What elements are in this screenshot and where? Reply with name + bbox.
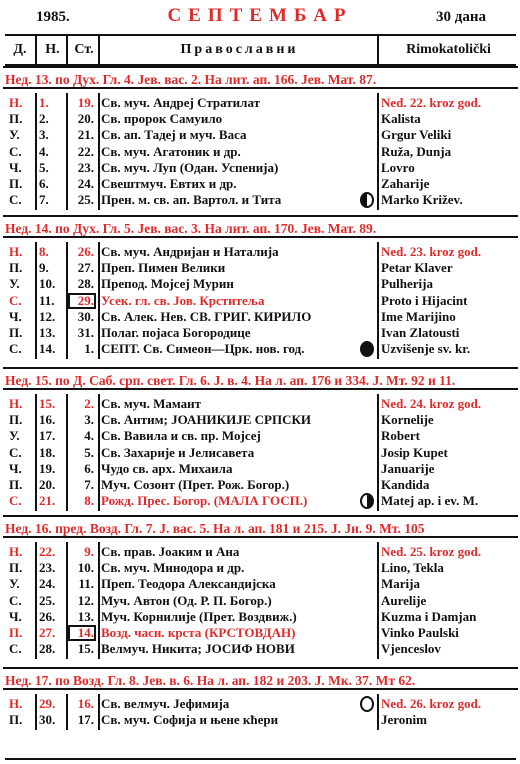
day-name: С. (9, 192, 22, 208)
new-date: 17. (39, 428, 56, 444)
day-name: П. (9, 412, 23, 428)
old-date: 14. (68, 625, 96, 641)
day-row (5, 309, 516, 325)
day-name: С. (9, 444, 22, 460)
moon-phase-icon (360, 493, 374, 509)
old-date: 5. (84, 444, 94, 460)
new-date: 13. (39, 324, 56, 340)
new-date: 8. (39, 244, 49, 259)
day-row (5, 696, 516, 712)
week-heading: Нед. 13. по Дух. Гл. 4. Јев. вас. 2. На лит. ап. 166. Јев. Мат. 87. (3, 66, 518, 89)
old-date: 2. (84, 396, 94, 411)
day-name: С. (9, 592, 22, 608)
orthodox-feast: Полаг. појаса Богородице (101, 324, 251, 340)
orthodox-feast: СЕПТ. Св. Симеон—Црк. нов. год. (101, 341, 305, 357)
day-name: П. (9, 175, 23, 191)
day-name: П. (9, 111, 23, 127)
day-name: С. (9, 641, 22, 657)
days-count: 30 дана (436, 9, 486, 25)
orthodox-feast: Возд. часн. крста (КРСТОВДАН) (101, 624, 296, 640)
day-row (5, 160, 516, 176)
week-block (5, 242, 516, 359)
catholic-feast: Jeronim (381, 712, 427, 728)
orthodox-feast: Велмуч. Никита; ЈОСИФ НОВИ (101, 641, 295, 657)
day-row (5, 544, 516, 560)
day-row (5, 712, 516, 728)
day-name: П. (9, 324, 23, 340)
catholic-feast: Kalista (381, 111, 421, 127)
catholic-feast: Januarije (381, 460, 435, 476)
day-row (5, 144, 516, 160)
day-row (5, 477, 516, 493)
day-row (5, 341, 516, 357)
day-row (5, 325, 516, 341)
new-date: 18. (39, 444, 56, 460)
orthodox-feast: Св. муч. Минодора и др. (101, 560, 245, 576)
orthodox-feast: Св. муч. Луп (Одан. Успенија) (101, 159, 279, 175)
col-old: Ст. (66, 36, 100, 64)
orthodox-feast: Муч. Корнилије (Прет. Воздвиж.) (101, 608, 297, 624)
new-date: 29. (39, 696, 56, 711)
day-name: У. (9, 276, 20, 292)
new-date: 12. (39, 308, 56, 324)
moon-phase-icon (360, 192, 374, 208)
new-date: 4. (39, 143, 49, 159)
new-date: 6. (39, 175, 49, 191)
week-block (5, 694, 516, 730)
orthodox-feast: Св. муч. Мамант (101, 396, 202, 411)
new-date: 30. (39, 712, 56, 728)
catholic-feast: Pulherija (381, 276, 433, 292)
orthodox-feast: Св. муч. Андријан и Наталија (101, 244, 279, 259)
orthodox-feast: Св. муч. Агатоник и др. (101, 143, 241, 159)
old-date: 9. (84, 544, 94, 559)
day-row (5, 609, 516, 625)
new-date: 20. (39, 476, 56, 492)
orthodox-feast: Муч. Созонт (Прет. Рож. Богор.) (101, 476, 290, 492)
day-row (5, 641, 516, 657)
old-date: 27. (77, 260, 94, 276)
day-row (5, 95, 516, 111)
new-date: 5. (39, 159, 49, 175)
new-date: 15. (39, 396, 56, 411)
day-row (5, 260, 516, 276)
old-date: 16. (77, 696, 94, 711)
day-name: С. (9, 493, 22, 509)
orthodox-feast: Св. Захарије и Јелисавета (101, 444, 255, 460)
catholic-feast: Petar Klaver (381, 260, 453, 276)
col-catholic: Rimokatolički (377, 36, 518, 64)
day-row (5, 428, 516, 444)
old-date: 30. (77, 308, 94, 324)
new-date: 24. (39, 576, 56, 592)
orthodox-feast: Преп. Теодора Александијска (101, 576, 276, 592)
catholic-feast: Ned. 22. kroz god. (381, 95, 482, 110)
new-date: 14. (39, 341, 56, 357)
new-date: 26. (39, 608, 56, 624)
catholic-feast: Matej ap. i ev. M. (381, 493, 479, 509)
orthodox-feast: Св. велмуч. Јефимија (101, 696, 230, 711)
orthodox-feast: Св. ап. Тадеј и муч. Васа (101, 127, 247, 143)
day-name: У. (9, 576, 20, 592)
day-row (5, 244, 516, 260)
new-date: 10. (39, 276, 56, 292)
orthodox-feast: Препод. Мојсеј Мурин (101, 276, 234, 292)
month-title: СЕПТЕМБАР (167, 5, 353, 26)
day-row (5, 445, 516, 461)
catholic-feast: Lino, Tekla (381, 560, 444, 576)
orthodox-feast: Рожд. Прес. Богор. (МАЛА ГОСП.) (101, 493, 308, 509)
day-row (5, 560, 516, 576)
new-date: 9. (39, 260, 49, 276)
orthodox-feast: Прен. м. св. ап. Вартол. и Тита (101, 192, 282, 208)
catholic-feast: Ime Marijino (381, 308, 456, 324)
orthodox-feast: Чудо св. арх. Михаила (101, 460, 233, 476)
old-date: 11. (78, 576, 94, 592)
old-date: 4. (84, 428, 94, 444)
moon-phase-icon (360, 341, 374, 357)
catholic-feast: Kornelije (381, 412, 434, 428)
orthodox-feast: Св. пророк Самуило (101, 111, 223, 127)
old-date: 26. (77, 244, 94, 259)
day-row (5, 293, 516, 309)
day-row (5, 412, 516, 428)
old-date: 21. (77, 127, 94, 143)
new-date: 23. (39, 560, 56, 576)
catholic-feast: Ned. 23. kroz god. (381, 244, 482, 259)
bottom-rule (5, 758, 516, 760)
old-date: 1. (84, 341, 94, 357)
day-name: С. (9, 341, 22, 357)
year: 1985. (36, 9, 70, 25)
orthodox-feast: Преп. Пимен Велики (101, 260, 226, 276)
week-heading: Нед. 14. по Дух. Гл. 5. Јев. вас. 3. На лит. ап. 170. Јев. Мат. 89. (3, 215, 518, 238)
old-date: 24. (77, 175, 94, 191)
orthodox-feast: Св. Вавила и св. пр. Мојсеј (101, 428, 261, 444)
orthodox-feast: Свештмуч. Евтих и др. (101, 175, 237, 191)
day-name: Н. (9, 396, 23, 411)
catholic-feast: Ned. 24. kroz god. (381, 396, 482, 411)
catholic-feast: Vinko Paulski (381, 624, 459, 640)
new-date: 1. (39, 95, 49, 110)
day-name: Н. (9, 244, 23, 259)
new-date: 19. (39, 460, 56, 476)
col-orthodox: Православни (98, 36, 379, 64)
day-row (5, 593, 516, 609)
old-date: 7. (84, 476, 94, 492)
week-heading: Нед. 16. пред. Возд. Гл. 7. Ј. вас. 5. На л. ап. 181 и 215. Ј. Јн. 9. Мт. 105 (3, 515, 518, 538)
new-date: 25. (39, 592, 56, 608)
day-name: П. (9, 624, 23, 640)
day-row (5, 461, 516, 477)
orthodox-feast: Св. Антим; ЈОАНИКИЈЕ СРПСКИ (101, 412, 311, 428)
col-day: Д. (13, 42, 27, 57)
old-date: 17. (77, 712, 94, 728)
day-name: Н. (9, 696, 23, 711)
day-name: С. (9, 143, 22, 159)
day-name: П. (9, 712, 23, 728)
new-date: 28. (39, 641, 56, 657)
catholic-feast: Kandida (381, 476, 430, 492)
catholic-feast: Lovro (381, 159, 415, 175)
catholic-feast: Ruža, Dunja (381, 143, 452, 159)
new-date: 2. (39, 111, 49, 127)
col-new: Н. (35, 36, 68, 64)
week-heading: Нед. 15. по Д. Саб. срп. свет. Гл. 6. Ј. в. 4. На л. ап. 176 и 334. Ј. Мт. 92 и 11. (3, 367, 518, 390)
old-date: 8. (84, 493, 94, 509)
catholic-feast: Proto i Hijacint (381, 292, 468, 308)
catholic-feast: Ivan Zlatousti (381, 324, 460, 340)
catholic-feast: Ned. 26. kroz god. (381, 696, 482, 711)
day-row (5, 576, 516, 592)
catholic-feast: Grgur Veliki (381, 127, 452, 143)
old-date: 22. (77, 143, 94, 159)
day-row (5, 111, 516, 127)
day-name: У. (9, 428, 20, 444)
day-name: Ч. (9, 608, 22, 624)
week-heading: Нед. 17. по Возд. Гл. 8. Јев. в. 6. На л. ап. 182 и 203. Ј. Мк. 37. Мт 62. (3, 667, 518, 690)
day-row (5, 192, 516, 208)
old-date: 31. (77, 324, 94, 340)
day-name: П. (9, 476, 23, 492)
day-name: С. (9, 292, 22, 308)
old-date: 23. (77, 159, 94, 175)
day-row (5, 625, 516, 641)
old-date: 10. (77, 560, 94, 576)
new-date: 16. (39, 412, 56, 428)
day-name: П. (9, 560, 23, 576)
catholic-feast: Vjenceslov (381, 641, 441, 657)
day-row (5, 276, 516, 292)
orthodox-feast: Св. муч. Софија и њене кћери (101, 712, 279, 728)
day-row (5, 493, 516, 509)
old-date: 25. (77, 192, 94, 208)
old-date: 19. (77, 95, 94, 110)
new-date: 27. (39, 624, 56, 640)
day-row (5, 396, 516, 412)
catholic-feast: Aurelije (381, 592, 427, 608)
old-date: 20. (77, 111, 94, 127)
week-block (5, 93, 516, 210)
catholic-feast: Uzvišenje sv. kr. (381, 341, 471, 357)
day-name: Н. (9, 95, 23, 110)
day-name: П. (9, 260, 23, 276)
catholic-feast: Robert (381, 428, 420, 444)
old-date: 15. (77, 641, 94, 657)
week-block (5, 542, 516, 659)
orthodox-feast: Муч. Автон (Од. Р. П. Богор.) (101, 592, 272, 608)
old-date: 3. (84, 412, 94, 428)
new-date: 3. (39, 127, 49, 143)
old-date: 12. (77, 592, 94, 608)
catholic-feast: Marija (381, 576, 420, 592)
new-date: 11. (39, 292, 55, 308)
page-header (0, 0, 520, 34)
day-row (5, 176, 516, 192)
orthodox-feast: Св. муч. Андреј Стратилат (101, 95, 261, 110)
day-name: Ч. (9, 308, 22, 324)
new-date: 22. (39, 544, 56, 559)
orthodox-feast: Св. прав. Јоаким и Ана (101, 544, 240, 559)
orthodox-feast: Усек. гл. св. Јов. Крститеља (101, 292, 265, 308)
day-name: Ч. (9, 159, 22, 175)
catholic-feast: Zaharije (381, 175, 430, 191)
day-name: Н. (9, 544, 23, 559)
week-block (5, 394, 516, 511)
catholic-feast: Josip Kupet (381, 444, 448, 460)
new-date: 7. (39, 192, 49, 208)
old-date: 29. (68, 293, 96, 309)
old-date: 13. (77, 608, 94, 624)
new-date: 21. (39, 493, 56, 509)
moon-phase-icon (360, 696, 374, 712)
catholic-feast: Kuzma i Damjan (381, 608, 477, 624)
orthodox-feast: Св. Алек. Нев. СВ. ГРИГ. КИРИЛО (101, 308, 312, 324)
column-header (5, 34, 516, 66)
old-date: 6. (84, 460, 94, 476)
catholic-feast: Ned. 25. kroz god. (381, 544, 482, 559)
day-name: У. (9, 127, 20, 143)
day-row (5, 127, 516, 143)
catholic-feast: Marko Križev. (381, 192, 463, 208)
old-date: 28. (77, 276, 94, 292)
day-name: Ч. (9, 460, 22, 476)
